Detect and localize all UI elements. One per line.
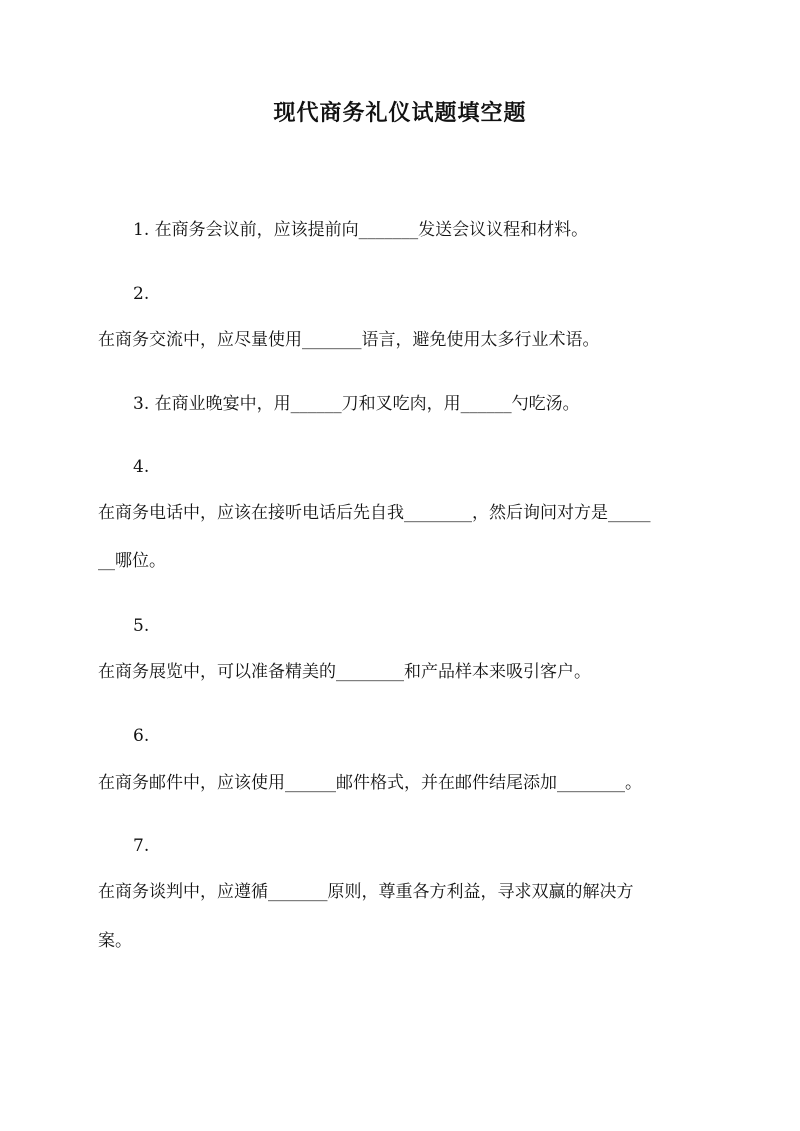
question-7-text: 在商务谈判中，应遵循_______原则，尊重各方利益，寻求双赢的解决方 [98,882,634,902]
question-6-number: 6. [133,726,150,746]
question-3: 3. 在商业晚宴中，用______刀和叉吃肉，用______勺吃汤。 [133,394,580,414]
question-1: 1. 在商务会议前，应该提前向_______发送会议议程和材料。 [133,220,589,240]
question-5-number: 5. [133,616,150,636]
question-4-number: 4. [133,457,150,477]
question-4-text-continued: __哪位。 [98,551,166,571]
question-2-number: 2. [133,284,150,304]
question-5-text: 在商务展览中，可以准备精美的________和产品样本来吸引客户。 [98,662,591,682]
question-6-text: 在商务邮件中，应该使用______邮件格式，并在邮件结尾添加________。 [98,773,642,793]
question-7-text-continued: 案。 [98,931,132,951]
question-4-text: 在商务电话中，应该在接听电话后先自我________，然后询问对方是_____ [98,503,651,523]
question-2-text: 在商务交流中，应尽量使用_______语言，避免使用太多行业术语。 [98,330,600,350]
question-7-number: 7. [133,836,150,856]
document-title: 现代商务礼仪试题填空题 [273,100,527,126]
